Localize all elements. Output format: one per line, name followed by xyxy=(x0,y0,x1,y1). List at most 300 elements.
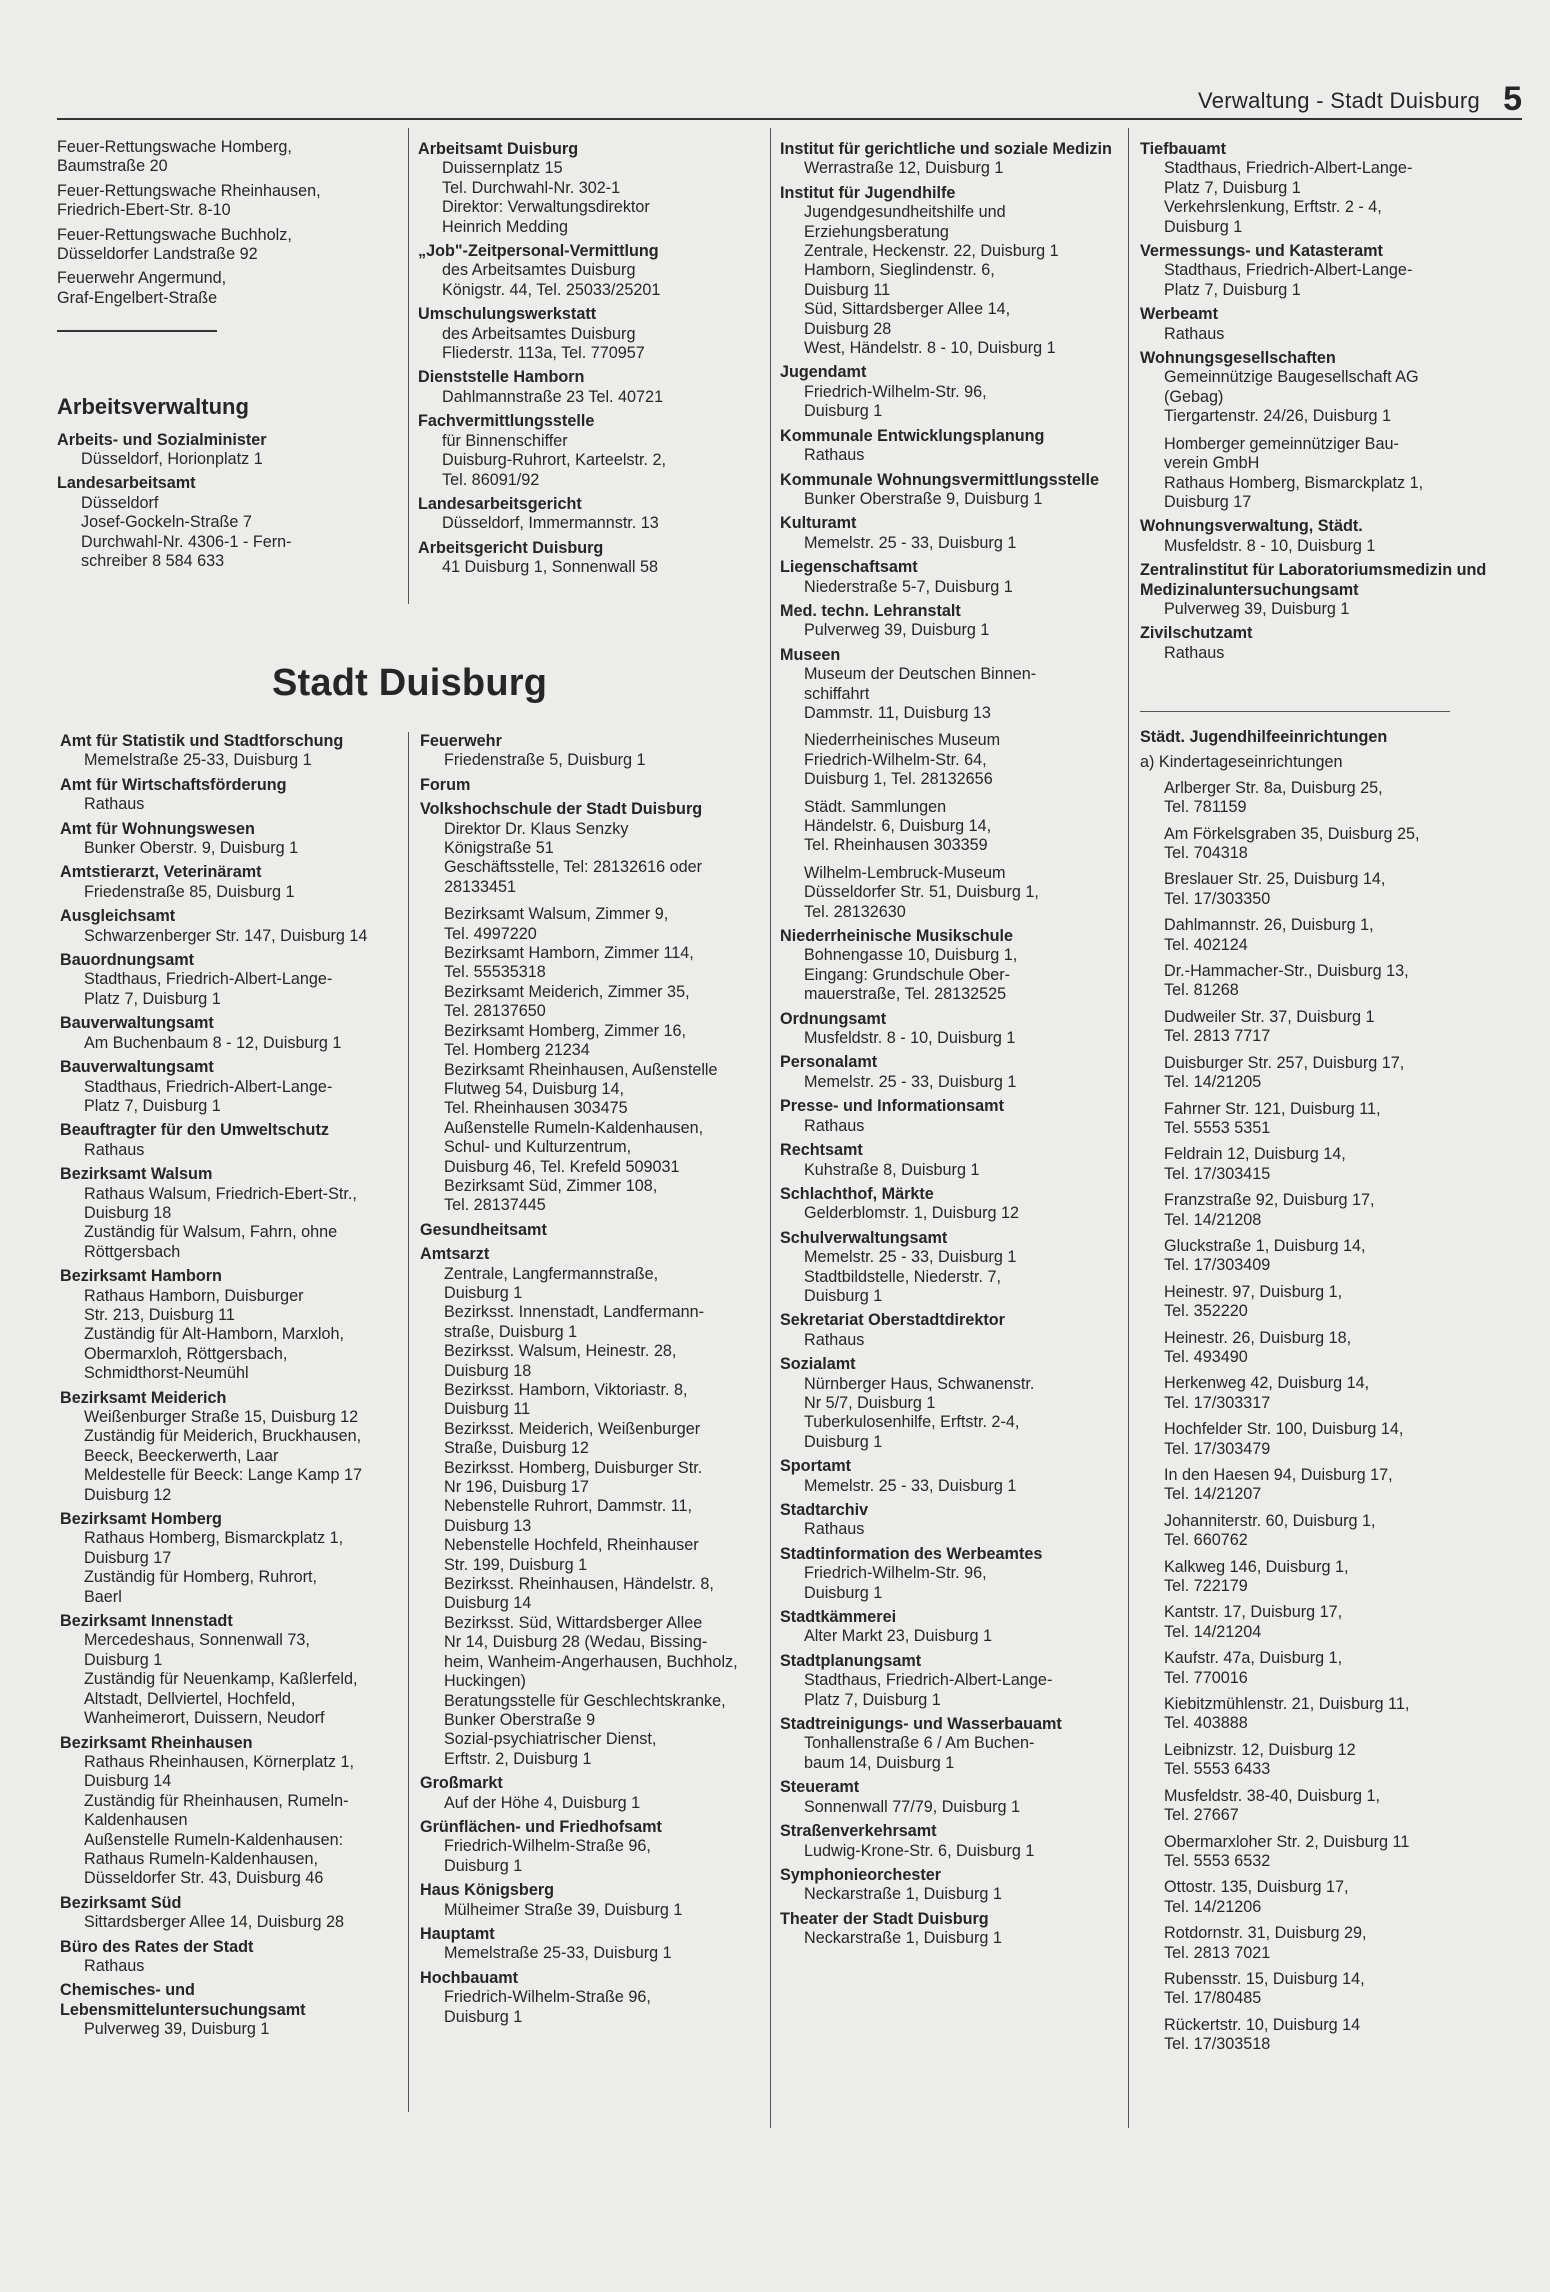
facility-line: Tel. 27667 xyxy=(1164,1806,1239,1825)
entry-line: Rathaus xyxy=(84,1956,145,1975)
entry-line: Bezirksamt Walsum, Zimmer 9, xyxy=(444,905,669,924)
entry-line: Nr 196, Duisburg 17 xyxy=(444,1478,589,1497)
entry-line: Platz 7, Duisburg 1 xyxy=(84,989,221,1008)
entry-line: Bezirksst. Meiderich, Weißenburger xyxy=(444,1419,701,1438)
entry-title: Jugendamt xyxy=(780,363,867,382)
entry-line: Nr 5/7, Duisburg 1 xyxy=(804,1393,936,1412)
entry-line: Platz 7, Duisburg 1 xyxy=(1164,280,1301,299)
entry-line: Platz 7, Duisburg 1 xyxy=(84,1096,221,1115)
entry-line: Tel. Homberg 21234 xyxy=(444,1041,590,1060)
entry-line: Ludwig-Krone-Str. 6, Duisburg 1 xyxy=(804,1841,1035,1860)
entry-title: Arbeits- und Sozialminister xyxy=(57,430,267,449)
entry-line: für Binnenschiffer xyxy=(442,431,568,450)
entry-line: Museum der Deutschen Binnen- xyxy=(804,665,1037,684)
entry-line: Feuer-Rettungswache Rheinhausen, xyxy=(57,181,321,200)
directory-entry xyxy=(780,1185,1125,1224)
entry-line: Bezirksst. Rheinhausen, Händelstr. 8, xyxy=(444,1575,714,1594)
city-offices-list-1 xyxy=(60,732,405,2040)
entry-title: Presse- und Informationsamt xyxy=(780,1097,1004,1116)
entry-line: Baumstraße 20 xyxy=(57,157,168,176)
top-second-column xyxy=(418,140,758,583)
directory-entry xyxy=(780,1457,1125,1496)
facility-line: Johanniterstr. 60, Duisburg 1, xyxy=(1164,1511,1376,1530)
entry-line: verein GmbH xyxy=(1164,454,1260,473)
youth-facilities-list xyxy=(1140,779,1490,2055)
entry-line: Duisburg 11 xyxy=(444,1400,531,1419)
directory-entry xyxy=(60,820,405,859)
entry-title: Zivilschutzamt xyxy=(1140,624,1253,643)
entry-line: Tel. Rheinhausen 303359 xyxy=(804,836,988,855)
entry-line: Friedrich-Wilhelm-Str. 96, xyxy=(804,1564,987,1583)
entry-title: Volkshochschule der Stadt Duisburg xyxy=(420,800,703,819)
entry-line: Tel. 28137445 xyxy=(444,1196,546,1215)
city-offices-list-4 xyxy=(1140,140,1490,663)
entry-line: Duisburg 1, Tel. 28132656 xyxy=(804,770,993,789)
facility-line: Tel. 402124 xyxy=(1164,935,1248,954)
entry-line: Platz 7, Duisburg 1 xyxy=(1164,178,1301,197)
directory-entry xyxy=(60,1267,405,1383)
entry-line: Dahlmannstraße 23 Tel. 40721 xyxy=(442,387,664,406)
entry-title: Sekretariat Oberstadtdirektor xyxy=(780,1311,1005,1330)
entry-line: Bezirksst. Süd, Wittardsberger Allee xyxy=(444,1613,703,1632)
entry-line: Röttgersbach xyxy=(84,1242,181,1261)
city-column-2 xyxy=(420,732,765,2032)
entry-line: baum 14, Duisburg 1 xyxy=(804,1753,955,1772)
directory-entry xyxy=(420,1774,765,1813)
entry-line xyxy=(780,790,1125,798)
entry-line: schreiber 8 584 633 xyxy=(81,552,225,571)
entry-line: Gemeinnützige Baugesellschaft AG xyxy=(1164,368,1419,387)
entry-line: Düsseldorfer Str. 51, Duisburg 1, xyxy=(804,883,1039,902)
entry-line: Niederstraße 5-7, Duisburg 1 xyxy=(804,577,1013,596)
entry-line: Baerl xyxy=(84,1587,122,1606)
entry-title: Amtstierarzt, Veterinäramt xyxy=(60,863,262,882)
facility-line: Gluckstraße 1, Duisburg 14, xyxy=(1164,1236,1366,1255)
entry-title: Wohnungsgesellschaften xyxy=(1140,349,1336,368)
facility-line: Rotdornstr. 31, Duisburg 29, xyxy=(1164,1924,1367,1943)
entry-line: Gelderblomstr. 1, Duisburg 12 xyxy=(804,1204,1020,1223)
entry-title: Straßenverkehrsamt xyxy=(780,1822,937,1841)
facility-line: Heinestr. 26, Duisburg 18, xyxy=(1164,1328,1352,1347)
entry-title: Amt für Wirtschaftsförderung xyxy=(60,775,287,794)
entry-line: Platz 7, Duisburg 1 xyxy=(804,1690,941,1709)
entry-line: Fliederstr. 113a, Tel. 770957 xyxy=(442,344,645,363)
directory-entry xyxy=(60,1165,405,1262)
directory-entry xyxy=(780,1311,1125,1350)
facility-line: Ottostr. 135, Duisburg 17, xyxy=(1164,1878,1349,1897)
arbeitsverwaltung-heading: Arbeitsverwaltung xyxy=(57,394,249,420)
entry-line: Bunker Oberstraße 9 xyxy=(444,1710,596,1729)
top-left-column xyxy=(57,138,387,577)
facility-line: Tel. 2813 7021 xyxy=(1164,1943,1271,1962)
directory-entry xyxy=(60,1734,405,1889)
entry-line: Homberger gemeinnütziger Bau- xyxy=(1164,434,1399,453)
entry-line: Zuständig für Homberg, Ruhrort, xyxy=(84,1568,318,1587)
entry-line: Nebenstelle Hochfeld, Rheinhauser xyxy=(444,1536,699,1555)
entry-line: Schwarzenberger Str. 147, Duisburg 14 xyxy=(84,926,368,945)
facility-line: Tel. 14/21204 xyxy=(1164,1622,1262,1641)
facility-line: Tel. 5553 6532 xyxy=(1164,1851,1271,1870)
entry-line: Direktor: Verwaltungsdirektor xyxy=(442,198,650,217)
entry-line: Musfeldstr. 8 - 10, Duisburg 1 xyxy=(1164,536,1376,555)
entry-line: Bezirksamt Hamborn, Zimmer 114, xyxy=(444,944,694,963)
directory-entry xyxy=(780,927,1125,1005)
entry-line: Erftstr. 2, Duisburg 1 xyxy=(444,1749,592,1768)
facility-line: Tel. 704318 xyxy=(1164,844,1248,863)
facility-item xyxy=(1140,1329,1490,1368)
directory-entry xyxy=(60,1938,405,1977)
entry-line: Stadthaus, Friedrich-Albert-Lange- xyxy=(1164,159,1413,178)
entry-line xyxy=(780,723,1125,731)
directory-entry xyxy=(1140,561,1490,619)
entry-line: Duisburg 1 xyxy=(1164,217,1243,236)
entry-line: Sittardsberger Allee 14, Duisburg 28 xyxy=(84,1913,345,1932)
entry-title: Schlachthof, Märkte xyxy=(780,1184,934,1203)
directory-entry xyxy=(418,305,758,363)
facility-item xyxy=(1140,1420,1490,1459)
facility-line: Tel. 2813 7717 xyxy=(1164,1027,1271,1046)
entry-line: Rathaus xyxy=(1164,324,1225,343)
entry-line: Bezirksamt Süd, Zimmer 108, xyxy=(444,1176,658,1195)
directory-entry xyxy=(60,1389,405,1505)
entry-line: Duisburg-Ruhrort, Karteelstr. 2, xyxy=(442,451,667,470)
directory-entry xyxy=(420,776,765,795)
directory-entry xyxy=(60,1510,405,1607)
facility-item xyxy=(1140,1603,1490,1642)
entry-title: Dienststelle Hamborn xyxy=(418,368,585,387)
entry-title: Arbeitsamt Duisburg xyxy=(418,140,579,158)
entry-line: Tel. 28132630 xyxy=(804,902,906,921)
entry-line: Josef-Gockeln-Straße 7 xyxy=(81,513,252,532)
youth-facilities-subheading: a) Kindertageseinrichtungen xyxy=(1140,753,1343,772)
entry-line: Straße, Duisburg 12 xyxy=(444,1439,589,1458)
entry-title: Bezirksamt Meiderich xyxy=(60,1388,227,1407)
entry-line: Rathaus Walsum, Friedrich-Ebert-Str., xyxy=(84,1184,357,1203)
entry-line: Duisburg 1 xyxy=(444,2007,523,2026)
entry-line: Duisburg 1 xyxy=(804,1583,883,1602)
entry-title: Steueramt xyxy=(780,1778,860,1797)
entry-title: Ausgleichsamt xyxy=(60,907,176,926)
entry-line: Duisburg 12 xyxy=(84,1485,172,1504)
entry-line: West, Händelstr. 8 - 10, Duisburg 1 xyxy=(804,339,1056,358)
entry-title: Arbeitsgericht Duisburg xyxy=(418,538,604,557)
entry-title: „Job"-Zeitpersonal-Vermittlung xyxy=(418,242,659,261)
entry-line: Duissernplatz 15 xyxy=(442,159,563,178)
entry-line: Rathaus xyxy=(1164,643,1225,662)
facility-line: Tel. 403888 xyxy=(1164,1714,1248,1733)
entry-line: Duisburg 1 xyxy=(444,1283,523,1302)
facility-line: Breslauer Str. 25, Duisburg 14, xyxy=(1164,870,1386,889)
facility-line: Rückertstr. 10, Duisburg 14 xyxy=(1164,2015,1361,2034)
entry-line: Kaldenhausen xyxy=(84,1811,188,1830)
entry-line: Huckingen) xyxy=(444,1672,526,1691)
entry-title: Kommunale Entwicklungsplanung xyxy=(780,426,1045,445)
entry-line xyxy=(780,856,1125,864)
directory-entry xyxy=(60,863,405,902)
entry-line: Stadthaus, Friedrich-Albert-Lange- xyxy=(84,970,333,989)
facility-line: In den Haesen 94, Duisburg 17, xyxy=(1164,1466,1393,1484)
entry-line: Beratungsstelle für Geschlechtskranke, xyxy=(444,1691,726,1710)
entry-title: Bauverwaltungsamt xyxy=(60,1058,214,1077)
facility-line: Kaufstr. 47a, Duisburg 1, xyxy=(1164,1649,1343,1668)
entry-line: Am Buchenbaum 8 - 12, Duisburg 1 xyxy=(84,1033,342,1052)
entry-line: Str. 213, Duisburg 11 xyxy=(84,1305,235,1324)
city-column-1 xyxy=(60,732,405,2045)
entry-title: Stadtinformation des Werbeamtes xyxy=(780,1544,1043,1563)
facility-line: Hochfelder Str. 100, Duisburg 14, xyxy=(1164,1420,1404,1439)
entry-line: Erziehungsberatung xyxy=(804,222,949,241)
entry-line: Stadthaus, Friedrich-Albert-Lange- xyxy=(84,1077,333,1096)
facility-line: Tel. 5553 5351 xyxy=(1164,1118,1271,1137)
facility-item xyxy=(1140,916,1490,955)
entry-line: Tel. 4997220 xyxy=(444,924,537,943)
directory-entry xyxy=(780,427,1125,466)
entry-title: Grünflächen- und Friedhofsamt xyxy=(420,1817,662,1836)
entry-line: Stadthaus, Friedrich-Albert-Lange- xyxy=(1164,261,1413,280)
directory-entry xyxy=(420,1925,765,1964)
entry-line: Bunker Oberstraße 9, Duisburg 1 xyxy=(804,489,1043,508)
directory-entry xyxy=(780,471,1125,510)
entry-line: Nürnberger Haus, Schwanenstr. xyxy=(804,1374,1035,1393)
directory-entry xyxy=(60,1121,405,1160)
entry-line: Memelstr. 25 - 33, Duisburg 1 xyxy=(804,533,1017,552)
facility-item xyxy=(1140,1833,1490,1872)
entry-line: heim, Wanheim-Angerhausen, Buchholz, xyxy=(444,1652,738,1671)
directory-entry xyxy=(60,732,405,771)
entry-title: Bauordnungsamt xyxy=(60,951,194,970)
directory-entry xyxy=(57,138,387,177)
facility-line: Tel. 17/303479 xyxy=(1164,1439,1271,1458)
entry-line: Düsseldorfer Landstraße 92 xyxy=(57,245,258,264)
facility-line: Fahrner Str. 121, Duisburg 11, xyxy=(1164,1099,1381,1118)
entry-line: Hamborn, Sieglindenstr. 6, xyxy=(804,261,995,280)
entry-line: Duisburg 1 xyxy=(84,1650,163,1669)
entry-title: Sportamt xyxy=(780,1457,852,1476)
entry-line: Niederrheinisches Museum xyxy=(804,731,1001,750)
entry-line: Rathaus Homberg, Bismarckplatz 1, xyxy=(84,1529,344,1548)
entry-line: Sonnenwall 77/79, Duisburg 1 xyxy=(804,1797,1020,1816)
entry-line: Süd, Sittardsberger Allee 14, xyxy=(804,300,1011,319)
entry-title: Med. techn. Lehranstalt xyxy=(780,601,961,620)
facility-item xyxy=(1140,1970,1490,2009)
header-rule xyxy=(57,118,1522,120)
facility-item xyxy=(1140,1191,1490,1230)
facility-item xyxy=(1140,1100,1490,1139)
entry-line xyxy=(420,897,765,905)
entry-title: Liegenschaftsamt xyxy=(780,558,918,577)
entry-line: Tuberkulosenhilfe, Erftstr. 2-4, xyxy=(804,1413,1020,1432)
entry-title: Schulverwaltungsamt xyxy=(780,1228,948,1247)
facility-line: Tel. 493490 xyxy=(1164,1347,1248,1366)
facility-line: Kantstr. 17, Duisburg 17, xyxy=(1164,1603,1343,1622)
divider-top-1 xyxy=(408,128,409,604)
entry-line: Zuständig für Meiderich, Bruckhausen, xyxy=(84,1427,362,1446)
entry-line: Tel. Durchwahl-Nr. 302-1 xyxy=(442,178,621,197)
entry-line: Duisburg 1 xyxy=(804,1286,883,1305)
entry-line: Rathaus Hamborn, Duisburger xyxy=(84,1286,304,1305)
entry-line: Geschäftsstelle, Tel: 28132616 oder xyxy=(444,858,702,877)
entry-title: Kulturamt xyxy=(780,514,857,533)
entry-line: Tiergartenstr. 24/26, Duisburg 1 xyxy=(1164,407,1392,426)
entry-line: Bezirksamt Homberg, Zimmer 16, xyxy=(444,1021,686,1040)
facility-item xyxy=(1140,1695,1490,1734)
directory-entry xyxy=(780,558,1125,597)
entry-line: Heinrich Medding xyxy=(442,217,568,236)
facility-line: Dudweiler Str. 37, Duisburg 1 xyxy=(1164,1007,1375,1026)
entry-line: Düsseldorfer Str. 43, Duisburg 46 xyxy=(84,1869,324,1888)
entry-title: Ordnungsamt xyxy=(780,1009,887,1028)
entry-line: Rathaus Homberg, Bismarckplatz 1, xyxy=(1164,473,1424,492)
entry-line: Duisburg 14 xyxy=(84,1772,172,1791)
entry-title: Chemisches- und Lebensmitteluntersuchungsamt xyxy=(60,1981,306,2019)
entry-line: Str. 199, Duisburg 1 xyxy=(444,1555,588,1574)
entry-line: Duisburg 17 xyxy=(1164,492,1252,511)
directory-entry xyxy=(780,184,1125,359)
entry-title: Amt für Statistik und Stadtforschung xyxy=(60,732,344,750)
directory-entry xyxy=(420,1818,765,1876)
entry-line: Memelstraße 25-33, Duisburg 1 xyxy=(444,1944,672,1963)
entry-line: Neckarstraße 1, Duisburg 1 xyxy=(804,1929,1002,1948)
facility-item xyxy=(1140,1283,1490,1322)
entry-line: Friedenstraße 5, Duisburg 1 xyxy=(444,751,646,770)
facility-item xyxy=(1140,962,1490,1001)
entry-title: Theater der Stadt Duisburg xyxy=(780,1909,989,1928)
entry-title: Bezirksamt Walsum xyxy=(60,1165,213,1184)
entry-line: Tel. 28137650 xyxy=(444,1002,546,1021)
directory-entry xyxy=(60,1612,405,1728)
facility-item xyxy=(1140,1145,1490,1184)
facility-item xyxy=(1140,1374,1490,1413)
entry-title: Stadtkämmerei xyxy=(780,1608,897,1627)
entry-line: Duisburg 46, Tel. Krefeld 509031 xyxy=(444,1157,680,1176)
entry-line: Duisburg 1 xyxy=(804,402,883,421)
directory-entry xyxy=(418,495,758,534)
entry-line: Duisburg 13 xyxy=(444,1516,532,1535)
directory-entry xyxy=(780,1866,1125,1905)
facility-line: Tel. 17/80485 xyxy=(1164,1989,1262,2008)
entry-title: Landesarbeitsgericht xyxy=(418,494,582,513)
entry-line: Graf-Engelbert-Straße xyxy=(57,288,218,307)
facility-line: Tel. 660762 xyxy=(1164,1531,1248,1550)
directory-entry xyxy=(1140,349,1490,512)
entry-title: Institut für Jugendhilfe xyxy=(780,183,956,202)
entry-line xyxy=(1140,427,1490,435)
entry-line: Bunker Oberstr. 9, Duisburg 1 xyxy=(84,839,299,858)
youth-facilities-block xyxy=(1140,728,1490,2062)
entry-line: Pulverweg 39, Duisburg 1 xyxy=(804,621,990,640)
facility-line: Arlberger Str. 8a, Duisburg 25, xyxy=(1164,778,1383,797)
entry-line: Rathaus Rheinhausen, Körnerplatz 1, xyxy=(84,1752,354,1771)
facility-item xyxy=(1140,1558,1490,1597)
entry-line: Außenstelle Rumeln-Kaldenhausen, xyxy=(444,1118,704,1137)
directory-entry xyxy=(780,1545,1125,1603)
entry-line: Neckarstraße 1, Duisburg 1 xyxy=(804,1885,1002,1904)
entry-line: Durchwahl-Nr. 4306-1 - Fern- xyxy=(81,532,292,551)
entry-title: Umschulungswerkstatt xyxy=(418,305,597,324)
entry-line: Königstr. 44, Tel. 25033/25201 xyxy=(442,280,661,299)
directory-entry xyxy=(57,474,387,571)
arbeitsverwaltung-list xyxy=(57,431,387,572)
entry-line: Bezirksamt Rheinhausen, Außenstelle xyxy=(444,1060,718,1079)
city-offices-list-2 xyxy=(420,732,765,2027)
directory-entry xyxy=(780,140,1125,179)
header-title: Verwaltung - Stadt Duisburg xyxy=(1197,88,1480,113)
directory-entry xyxy=(60,1894,405,1933)
entry-line: Pulverweg 39, Duisburg 1 xyxy=(1164,599,1350,618)
facility-item xyxy=(1140,1008,1490,1047)
entry-line: Weißenburger Straße 15, Duisburg 12 xyxy=(84,1408,359,1426)
entry-line: Bohnengasse 10, Duisburg 1, xyxy=(804,946,1018,965)
entry-line: Feuerwehr Angermund, xyxy=(57,269,227,288)
entry-title: Amt für Wohnungswesen xyxy=(60,819,255,838)
entry-title: Zentralinstitut für Laboratoriumsmedizin und Medizinaluntersuchungsamt xyxy=(1140,561,1487,599)
directory-entry xyxy=(780,1010,1125,1049)
entry-line: Rathaus xyxy=(804,1116,865,1135)
facility-line: Tel. 722179 xyxy=(1164,1577,1248,1596)
entry-line: Memelstr. 25 - 33, Duisburg 1 xyxy=(804,1072,1017,1091)
entry-title: Beauftragter für den Umweltschutz xyxy=(60,1121,329,1140)
entry-line: Wilhelm-Lembruck-Museum xyxy=(804,863,1006,882)
entry-title: Büro des Rates der Stadt xyxy=(60,1937,254,1956)
entry-line: Rathaus xyxy=(804,446,865,465)
facility-line: Obermarxloher Str. 2, Duisburg 11 xyxy=(1164,1832,1410,1851)
directory-entry xyxy=(780,1097,1125,1136)
entry-title: Großmarkt xyxy=(420,1774,503,1793)
city-column-3 xyxy=(780,140,1125,1954)
entry-line: Zuständig für Neuenkamp, Kaßlerfeld, xyxy=(84,1670,358,1689)
facility-line: Tel. 770016 xyxy=(1164,1668,1248,1687)
entry-line: Bezirksamt Meiderich, Zimmer 35, xyxy=(444,982,690,1001)
entry-title: Gesundheitsamt xyxy=(420,1220,547,1239)
facility-item xyxy=(1140,1054,1490,1093)
entry-line: Düsseldorf xyxy=(81,493,159,512)
entry-title: Bezirksamt Homberg xyxy=(60,1510,222,1529)
entry-line: schiffahrt xyxy=(804,684,870,703)
entry-line: Bezirksst. Hamborn, Viktoriastr. 8, xyxy=(444,1381,688,1399)
directory-entry xyxy=(57,226,387,265)
entry-line: straße, Duisburg 1 xyxy=(444,1322,578,1341)
directory-entry xyxy=(780,1501,1125,1540)
entry-line: Meldestelle für Beeck: Lange Kamp 17 xyxy=(84,1466,363,1485)
facility-line: Tel. 14/21205 xyxy=(1164,1073,1262,1092)
entry-line: Schmidthorst-Neumühl xyxy=(84,1364,249,1383)
facility-item xyxy=(1140,1512,1490,1551)
directory-entry xyxy=(780,1053,1125,1092)
entry-title: Wohnungsverwaltung, Städt. xyxy=(1140,517,1363,536)
facility-line: Tel. 17/303518 xyxy=(1164,2035,1271,2054)
youth-facilities-heading: Städt. Jugendhilfeeinrichtungen xyxy=(1140,728,1388,746)
entry-line: Friedrich-Wilhelm-Straße 96, xyxy=(444,1988,651,2007)
divider-full-3 xyxy=(1128,128,1129,2128)
directory-entry xyxy=(418,140,758,237)
entry-line: Tonhallenstraße 6 / Am Buchen- xyxy=(804,1734,1035,1753)
facility-line: Tel. 352220 xyxy=(1164,1302,1248,1321)
entry-line: Duisburg 1 xyxy=(444,1856,523,1875)
directory-entry xyxy=(57,431,387,470)
facility-line: Franzstraße 92, Duisburg 17, xyxy=(1164,1191,1375,1210)
directory-entry xyxy=(780,1778,1125,1817)
facility-item xyxy=(1140,1924,1490,1963)
entry-line: Nr 14, Duisburg 28 (Wedau, Bissing- xyxy=(444,1633,708,1652)
facility-line: Dr.-Hammacher-Str., Duisburg 13, xyxy=(1164,962,1409,981)
entry-title: Bezirksamt Hamborn xyxy=(60,1267,222,1286)
directory-entry xyxy=(780,1715,1125,1773)
entry-line: Flutweg 54, Duisburg 14, xyxy=(444,1079,624,1098)
facility-line: Am Förkelsgraben 35, Duisburg 25, xyxy=(1164,824,1420,843)
facility-line: Feldrain 12, Duisburg 14, xyxy=(1164,1145,1346,1164)
entry-title: Werbeamt xyxy=(1140,305,1218,324)
entry-line: Jugendgesundheitshilfe und xyxy=(804,203,1006,222)
